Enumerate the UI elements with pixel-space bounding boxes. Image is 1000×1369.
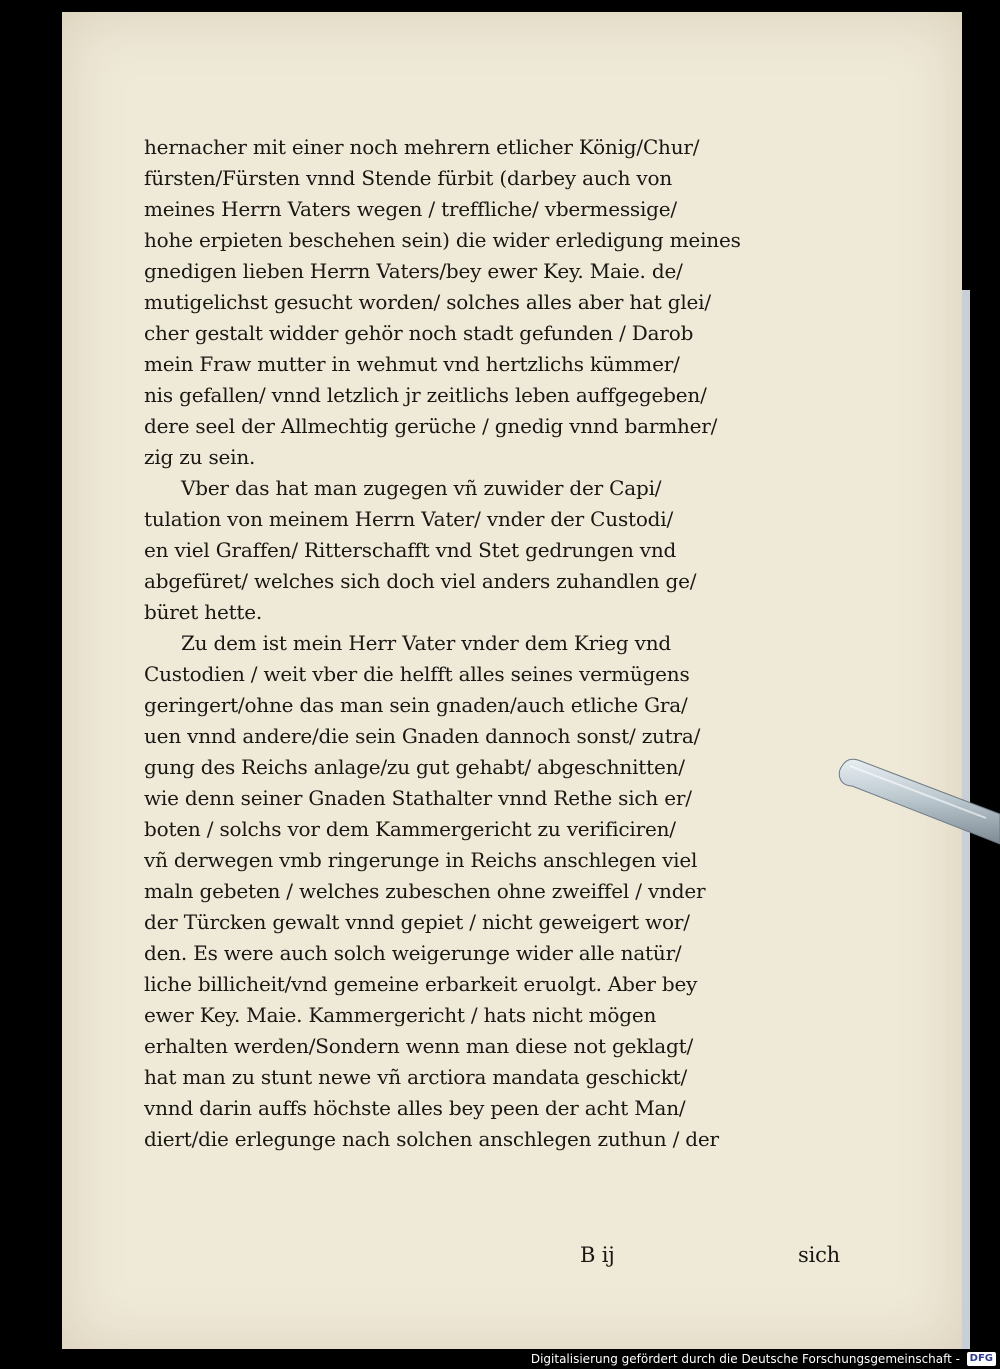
text-line: cher gestalt widder gehör noch stadt gefunden / Darob: [144, 321, 694, 345]
text-line: maln gebeten / welches zubeschen ohne zweiffel / vnder: [144, 879, 706, 903]
text-line: erhalten werden/Sondern wenn man diese not geklagt/: [144, 1034, 694, 1058]
signature-mark: B ij: [580, 1243, 615, 1267]
text-line: der Türcken gewalt vnnd gepiet / nicht geweigert wor/: [144, 910, 690, 934]
text-line: Zu dem ist mein Herr Vater vnder dem Krieg vnd: [144, 631, 671, 655]
book-page: [62, 12, 962, 1352]
text-line: mein Fraw mutter in wehmut vnd hertzlichs kümmer/: [144, 352, 680, 376]
text-line: vnnd darin auffs höchste alles bey peen der acht Man/: [144, 1096, 686, 1120]
text-line: fürsten/Fürsten vnnd Stende fürbit (darbey auch von: [144, 166, 673, 190]
page-signature-row: [144, 1240, 840, 1271]
text-line: zig zu sein.: [144, 445, 256, 469]
footer-credit: Digitalisierung gefördert durch die Deutsche Forschungsgemeinschaft -: [530, 1352, 960, 1366]
text-line: mutigelichst gesucht worden/ solches alles aber hat glei/: [144, 290, 711, 314]
text-line: diert/die erlegunge nach solchen anschlegen zuthun / der: [144, 1127, 719, 1151]
pointer-stick-icon: [836, 752, 1000, 862]
text-line: meines Herrn Vaters wegen / treffliche/ vbermessige/: [144, 197, 677, 221]
text-line: hohe erpieten beschehen sein) die wider erledigung meines: [144, 228, 741, 252]
text-line: boten / solchs vor dem Kammergericht zu verificiren/: [144, 817, 676, 841]
text-line: gung des Reichs anlage/zu gut gehabt/ abgeschnitten/: [144, 755, 685, 779]
text-line: tulation von meinem Herrn Vater/ vnder der Custodi/: [144, 507, 674, 531]
dfg-logo: DFG: [967, 1352, 996, 1366]
text-line: geringert/ohne das man sein gnaden/auch etliche Gra/: [144, 693, 688, 717]
text-line: büret hette.: [144, 600, 263, 624]
text-line: Custodien / weit vber die helfft alles seines vermügens: [144, 662, 690, 686]
text-line: liche billicheit/vnd gemeine erbarkeit eruolgt. Aber bey: [144, 972, 698, 996]
text-line: nis gefallen/ vnnd letzlich jr zeitlichs leben auffgegeben/: [144, 383, 707, 407]
text-line: den. Es were auch solch weigerunge wider alle natür/: [144, 941, 682, 965]
text-line: dere seel der Allmechtig gerüche / gnedig vnnd barmher/: [144, 414, 718, 438]
footer-bar: [0, 1349, 1000, 1369]
text-line: ewer Key. Maie. Kammergericht / hats nicht mögen: [144, 1003, 657, 1027]
text-line: hernacher mit einer noch mehrern etlicher König/Chur/: [144, 135, 700, 159]
text-line: vñ derwegen vmb ringerunge in Reichs anschlegen viel: [144, 848, 698, 872]
text-line: uen vnnd andere/die sein Gnaden dannoch sonst/ zutra/: [144, 724, 701, 748]
catchword: sich: [798, 1243, 840, 1267]
text-line: Vber das hat man zugegen vñ zuwider der Capi/: [144, 476, 662, 500]
text-line: gnedigen lieben Herrn Vaters/bey ewer Key. Maie. de/: [144, 259, 683, 283]
text-line: abgefüret/ welches sich doch viel anders zuhandlen ge/: [144, 569, 697, 593]
text-line: hat man zu stunt newe vñ arctiora mandata geschickt/: [144, 1065, 688, 1089]
text-line: wie denn seiner Gnaden Stathalter vnnd Rethe sich er/: [144, 786, 692, 810]
page-text-block: [144, 132, 840, 1267]
text-line: en viel Graffen/ Ritterschafft vnd Stet gedrungen vnd: [144, 538, 677, 562]
